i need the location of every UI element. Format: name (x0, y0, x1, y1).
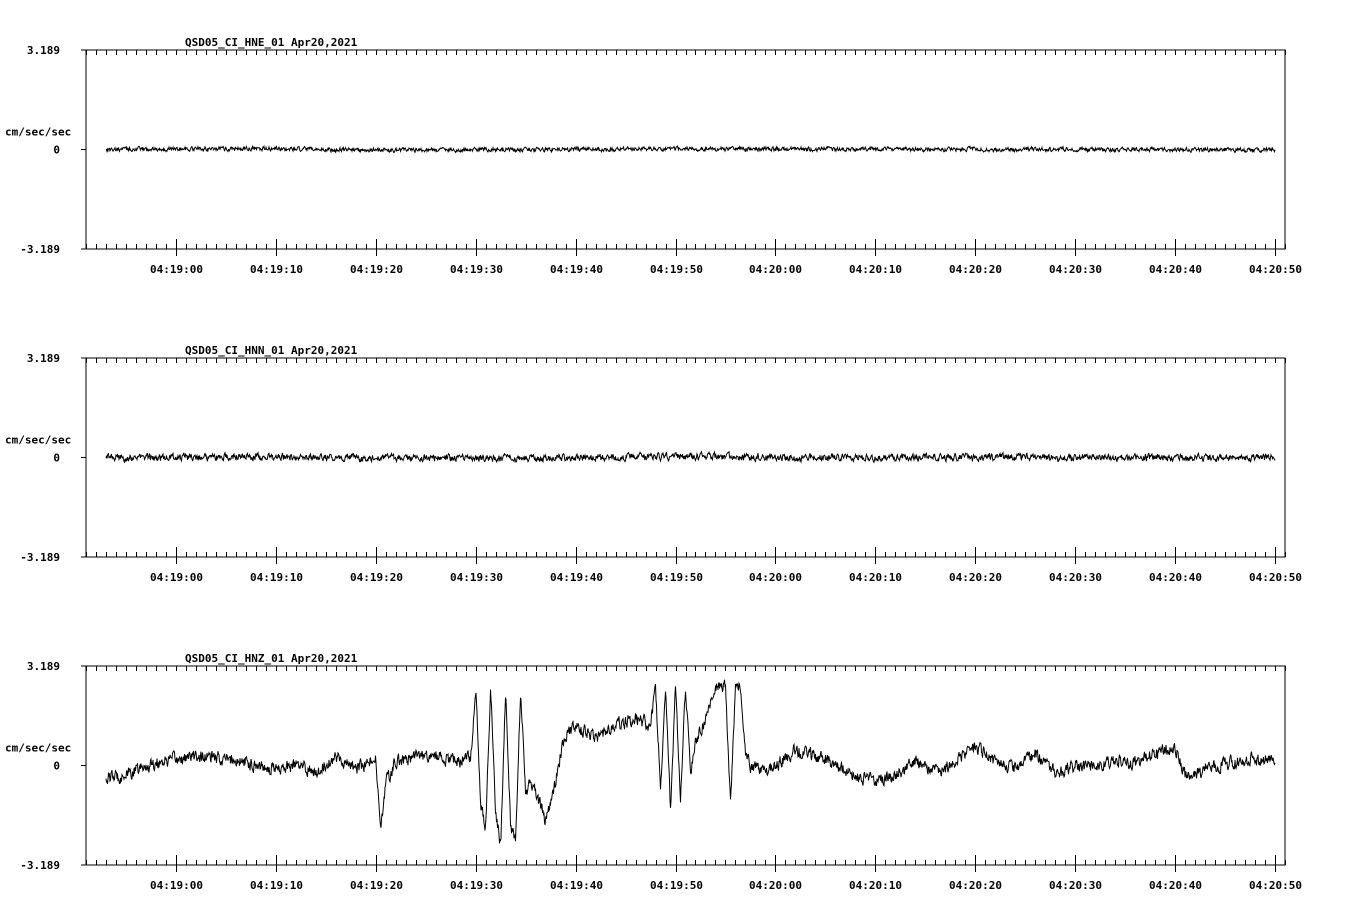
x-tick-label: 04:20:20 (949, 879, 1002, 892)
x-tick-label: 04:20:00 (749, 571, 802, 584)
y-tick-label: 3.189 (26, 352, 60, 365)
x-tick-label: 04:19:00 (150, 571, 203, 584)
x-tick-label: 04:20:50 (1249, 263, 1302, 276)
waveform-trace (106, 680, 1275, 844)
y-axis-label: cm/sec/sec (5, 433, 72, 447)
x-tick-label: 04:20:20 (949, 571, 1002, 584)
x-tick-label: 04:19:00 (150, 879, 203, 892)
x-tick-label: 04:20:20 (949, 263, 1002, 276)
y-tick-label: 0 (53, 451, 60, 465)
y-tick-label: -3.189 (20, 243, 60, 256)
x-tick-label: 04:20:30 (1049, 263, 1102, 276)
x-tick-label: 04:19:20 (350, 571, 403, 584)
x-tick-label: 04:19:20 (350, 879, 403, 892)
x-tick-label: 04:20:10 (849, 571, 902, 584)
x-tick-label: 04:19:50 (650, 879, 703, 892)
x-tick-label: 04:19:50 (650, 571, 703, 584)
x-tick-label: 04:20:00 (749, 879, 802, 892)
x-tick-label: 04:20:30 (1049, 571, 1102, 584)
x-tick-label: 04:19:40 (550, 571, 603, 584)
x-tick-label: 04:19:40 (550, 879, 603, 892)
x-tick-label: 04:20:40 (1149, 571, 1202, 584)
x-tick-label: 04:19:30 (450, 263, 503, 276)
x-tick-label: 04:19:40 (550, 263, 603, 276)
panel-3 (5, 652, 1302, 892)
waveform-trace (106, 452, 1275, 463)
x-tick-label: 04:20:10 (849, 263, 902, 276)
chart-title: QSD05_CI_HNE_01 Apr20,2021 (185, 36, 358, 49)
x-tick-label: 04:19:30 (450, 879, 503, 892)
y-tick-label: -3.189 (20, 859, 60, 872)
y-tick-label: 3.189 (26, 660, 60, 673)
x-tick-label: 04:20:50 (1249, 571, 1302, 584)
x-tick-label: 04:20:30 (1049, 879, 1102, 892)
x-tick-label: 04:20:00 (749, 263, 802, 276)
y-axis-label: cm/sec/sec (5, 125, 72, 139)
x-tick-label: 04:20:10 (849, 879, 902, 892)
y-tick-label: 0 (53, 759, 60, 773)
waveform-trace (106, 146, 1275, 153)
panel-2 (5, 344, 1302, 584)
x-tick-label: 04:19:30 (450, 571, 503, 584)
x-tick-label: 04:19:10 (250, 879, 303, 892)
y-axis-label: cm/sec/sec (5, 741, 72, 755)
panel-1 (5, 36, 1302, 276)
x-tick-label: 04:19:50 (650, 263, 703, 276)
chart-title: QSD05_CI_HNN_01 Apr20,2021 (185, 344, 358, 357)
x-tick-label: 04:20:40 (1149, 263, 1202, 276)
y-tick-label: 0 (53, 143, 60, 157)
x-tick-label: 04:20:40 (1149, 879, 1202, 892)
x-tick-label: 04:20:50 (1249, 879, 1302, 892)
y-tick-label: 3.189 (26, 44, 60, 57)
x-tick-label: 04:19:10 (250, 571, 303, 584)
x-tick-label: 04:19:00 (150, 263, 203, 276)
chart-title: QSD05_CI_HNZ_01 Apr20,2021 (185, 652, 358, 665)
x-tick-label: 04:19:20 (350, 263, 403, 276)
y-tick-label: -3.189 (20, 551, 60, 564)
x-tick-label: 04:19:10 (250, 263, 303, 276)
